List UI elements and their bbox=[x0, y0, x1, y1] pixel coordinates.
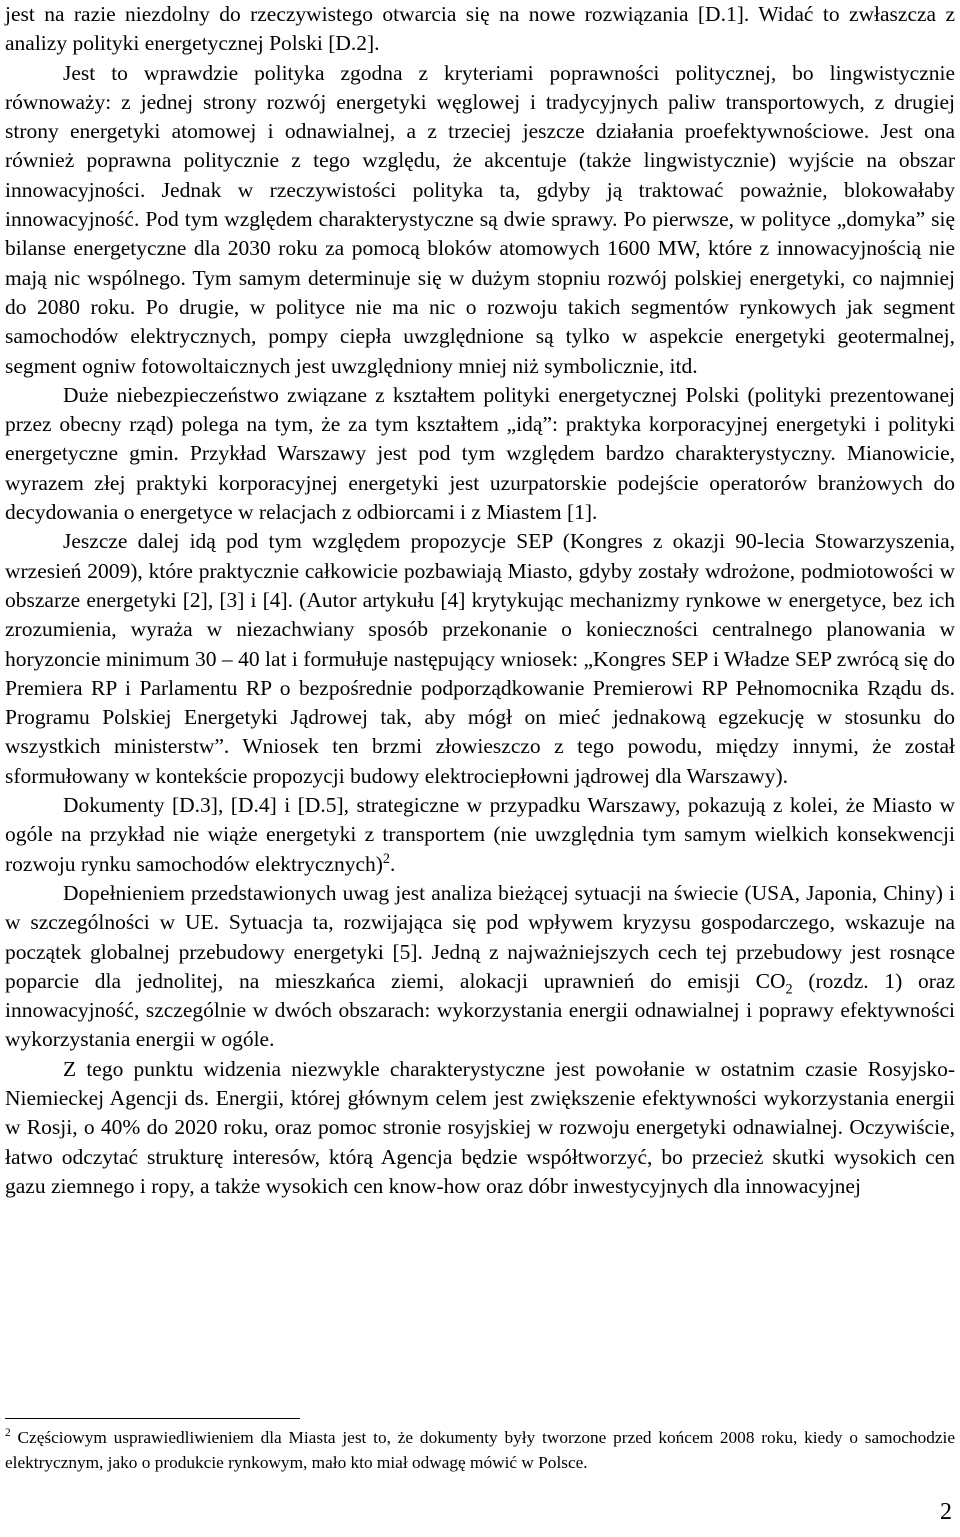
paragraph-text: Duże niebezpieczeństwo związane z kształtem polityki energetycznej Polski (polityki prezentowanej przez obecny rząd) polega na tym, że za tym kształtem „idą”: praktyka korporacyjnej energetyki i polityki energetyczne gmin. Przykład Warszawy jest pod tym względem bardzo charakterystyczny. Mianowicie, wyrazem złej praktyki korporacyjnej energetyki jest uzurpatorskie podejście operatorów branżowych do decydowania o energetyce w relacjach z odbiorcami i z Miastem [1]. bbox=[5, 382, 955, 525]
footnote bbox=[5, 1425, 955, 1475]
paragraph-text: Jeszcze dalej idą pod tym względem propozycje SEP (Kongres z okazji 90-lecia Stowarzyszenia, wrzesień 2009), które praktycznie całkowicie pozbawiają Miasto, gdyby zostały wdrożone, podmiotowości w obszarze energetyki [2], [3] i [4]. (Autor artykułu [4] krytykując mechanizmy rynkowe w energetyce, bez ich zrozumienia, wyraża w niezachwiany sposób przekonanie o konieczności centralnego planowania w horyzoncie minimum 30 – 40 lat i formułuje następujący wniosek: „Kongres SEP i Władze SEP zwrócą się do Premiera RP i Parlamentu RP o bezpośrednie podporządkowanie Premierowi RP Pełnomocnika Rządu ds. Programu Polskiej Energetyki Jądrowej tak, aby mógł on mieć jednakową egzekucję w stosunku do wszystkich ministerstw”. Wniosek ten brzmi złowieszczo z tego powodu, między innymi, że został sformułowany w kontekście propozycji budowy elektrociepłowni jądrowej dla Warszawy). bbox=[5, 529, 955, 788]
footnote-separator bbox=[5, 1418, 300, 1419]
paragraph bbox=[5, 1055, 955, 1201]
paragraph bbox=[5, 59, 955, 381]
page-body bbox=[5, 0, 955, 1201]
paragraph bbox=[5, 879, 955, 1055]
paragraph-text: jest na razie niezdolny do rzeczywistego otwarcia się na nowe rozwiązania [D.1]. Widać to zwłaszcza z analizy polityki energetycznej Polski [D.2]. bbox=[5, 2, 955, 56]
paragraph bbox=[5, 0, 955, 59]
paragraph bbox=[5, 527, 955, 791]
body-text bbox=[5, 0, 955, 1201]
paragraph-text: Dopełnieniem przedstawionych uwag jest analiza bieżącej sytuacji na świecie (USA, Japonia, Chiny) i w szczególności w UE. Sytuacja ta, rozwijająca się pod wpływem kryzysu gospodarczego, wskazuje na początek globalnej przebudowy energetyki [5]. Jedną z najważniejszych cech tej przebudowy jest rosnące poparcie dla jednolitej, na mieszkańca ziemi, alokacji uprawnień do emisji CO bbox=[5, 880, 955, 993]
footnote-reference: 2 bbox=[382, 850, 391, 867]
paragraph-text: . bbox=[390, 851, 396, 876]
page-number: 2 bbox=[940, 1499, 952, 1525]
footnote-area bbox=[5, 1418, 955, 1475]
paragraph-text: Z tego punktu widzenia niezwykle charakterystyczne jest powołanie w ostatnim czasie Rosyjsko-Niemieckej Agencji ds. Energii, której głównym celem jest zwiększenie efektywności wykorzystania energii w Rosji, o 40% do 2020 roku, oraz pomoc stronie rosyjskiej w rozwoju energetyki odnawialnej. Oczywiście, łatwo odczytać strukturę interesów, którą Agencja będzie współtworzyć, bo przecież skutki wysokich cen gazu ziemnego i ropy, a także wysokich cen know-how oraz dóbr inwestycyjnych dla innowacyjnej bbox=[5, 1056, 955, 1198]
paragraph bbox=[5, 381, 955, 527]
paragraph-text: Jest to wprawdzie polityka zgodna z kryteriami poprawności politycznej, bo lingwistycznie równoważy: z jednej strony rozwój energetyki węglowej i tradycyjnych paliw transportowych, z drugiej strony energetyki atomowej i odnawialnej, a z trzeciej jeszcze działania proefektywnościowe. Jest ona również poprawna politycznie z tego względu, że akcentuje (także lingwistycznie) wyjście na obszar innowacyjności. Jednak w rzeczywistości polityka ta, gdyby ją traktować poważnie, blokowałaby innowacyjność. Pod tym względem charakterystyczne są dwie sprawy. Po pierwsze, w polityce „domyka” się bilanse energetyczne dla 2030 roku za pomocą bloków atomowych 1600 MW, które z innowacyjnością nie mają nic wspólnego. Tym samym determinuje się w dużym stopniu rozwój polskiej energetyki, co najmniej do 2080 roku. Po drugie, w polityce nie ma nic o rozwoju takich segmentów rynkowych jak segment samochodów elektrycznych, pompy ciepła uwzględnione są tylko w aspekcie energetyki geotermalnej, segment ogniw fotowoltaicznych jest uwzględniony mniej niż symbolicznie, itd. bbox=[5, 60, 955, 378]
footnote-marker: 2 bbox=[5, 1427, 11, 1440]
paragraph-text: (rozdz. 1) oraz innowacyjność, szczególnie w dwóch obszarach: wykorzystania energii odnawialnej i poprawy efektywności wykorzystania energii w ogóle. bbox=[5, 968, 955, 1052]
subscript: 2 bbox=[785, 981, 793, 998]
paragraph bbox=[5, 791, 955, 879]
paragraph-text: Dokumenty [D.3], [D.4] i [D.5], strategiczne w przypadku Warszawy, pokazują z kolei, że Miasto w ogóle na przykład nie wiąże energetyki z transportem (nie uwzględnia tym samym wielkich konsekwencji rozwoju rynku samochodów elektrycznych) bbox=[5, 793, 955, 876]
footnote-text: Częściowym usprawiedliwieniem dla Miasta jest to, że dokumenty były tworzone przed końcem 2008 roku, kiedy o samochodzie elektrycznym, jako o produkcie rynkowym, mało kto miał odwagę mówić w Polsce. bbox=[5, 1428, 955, 1472]
